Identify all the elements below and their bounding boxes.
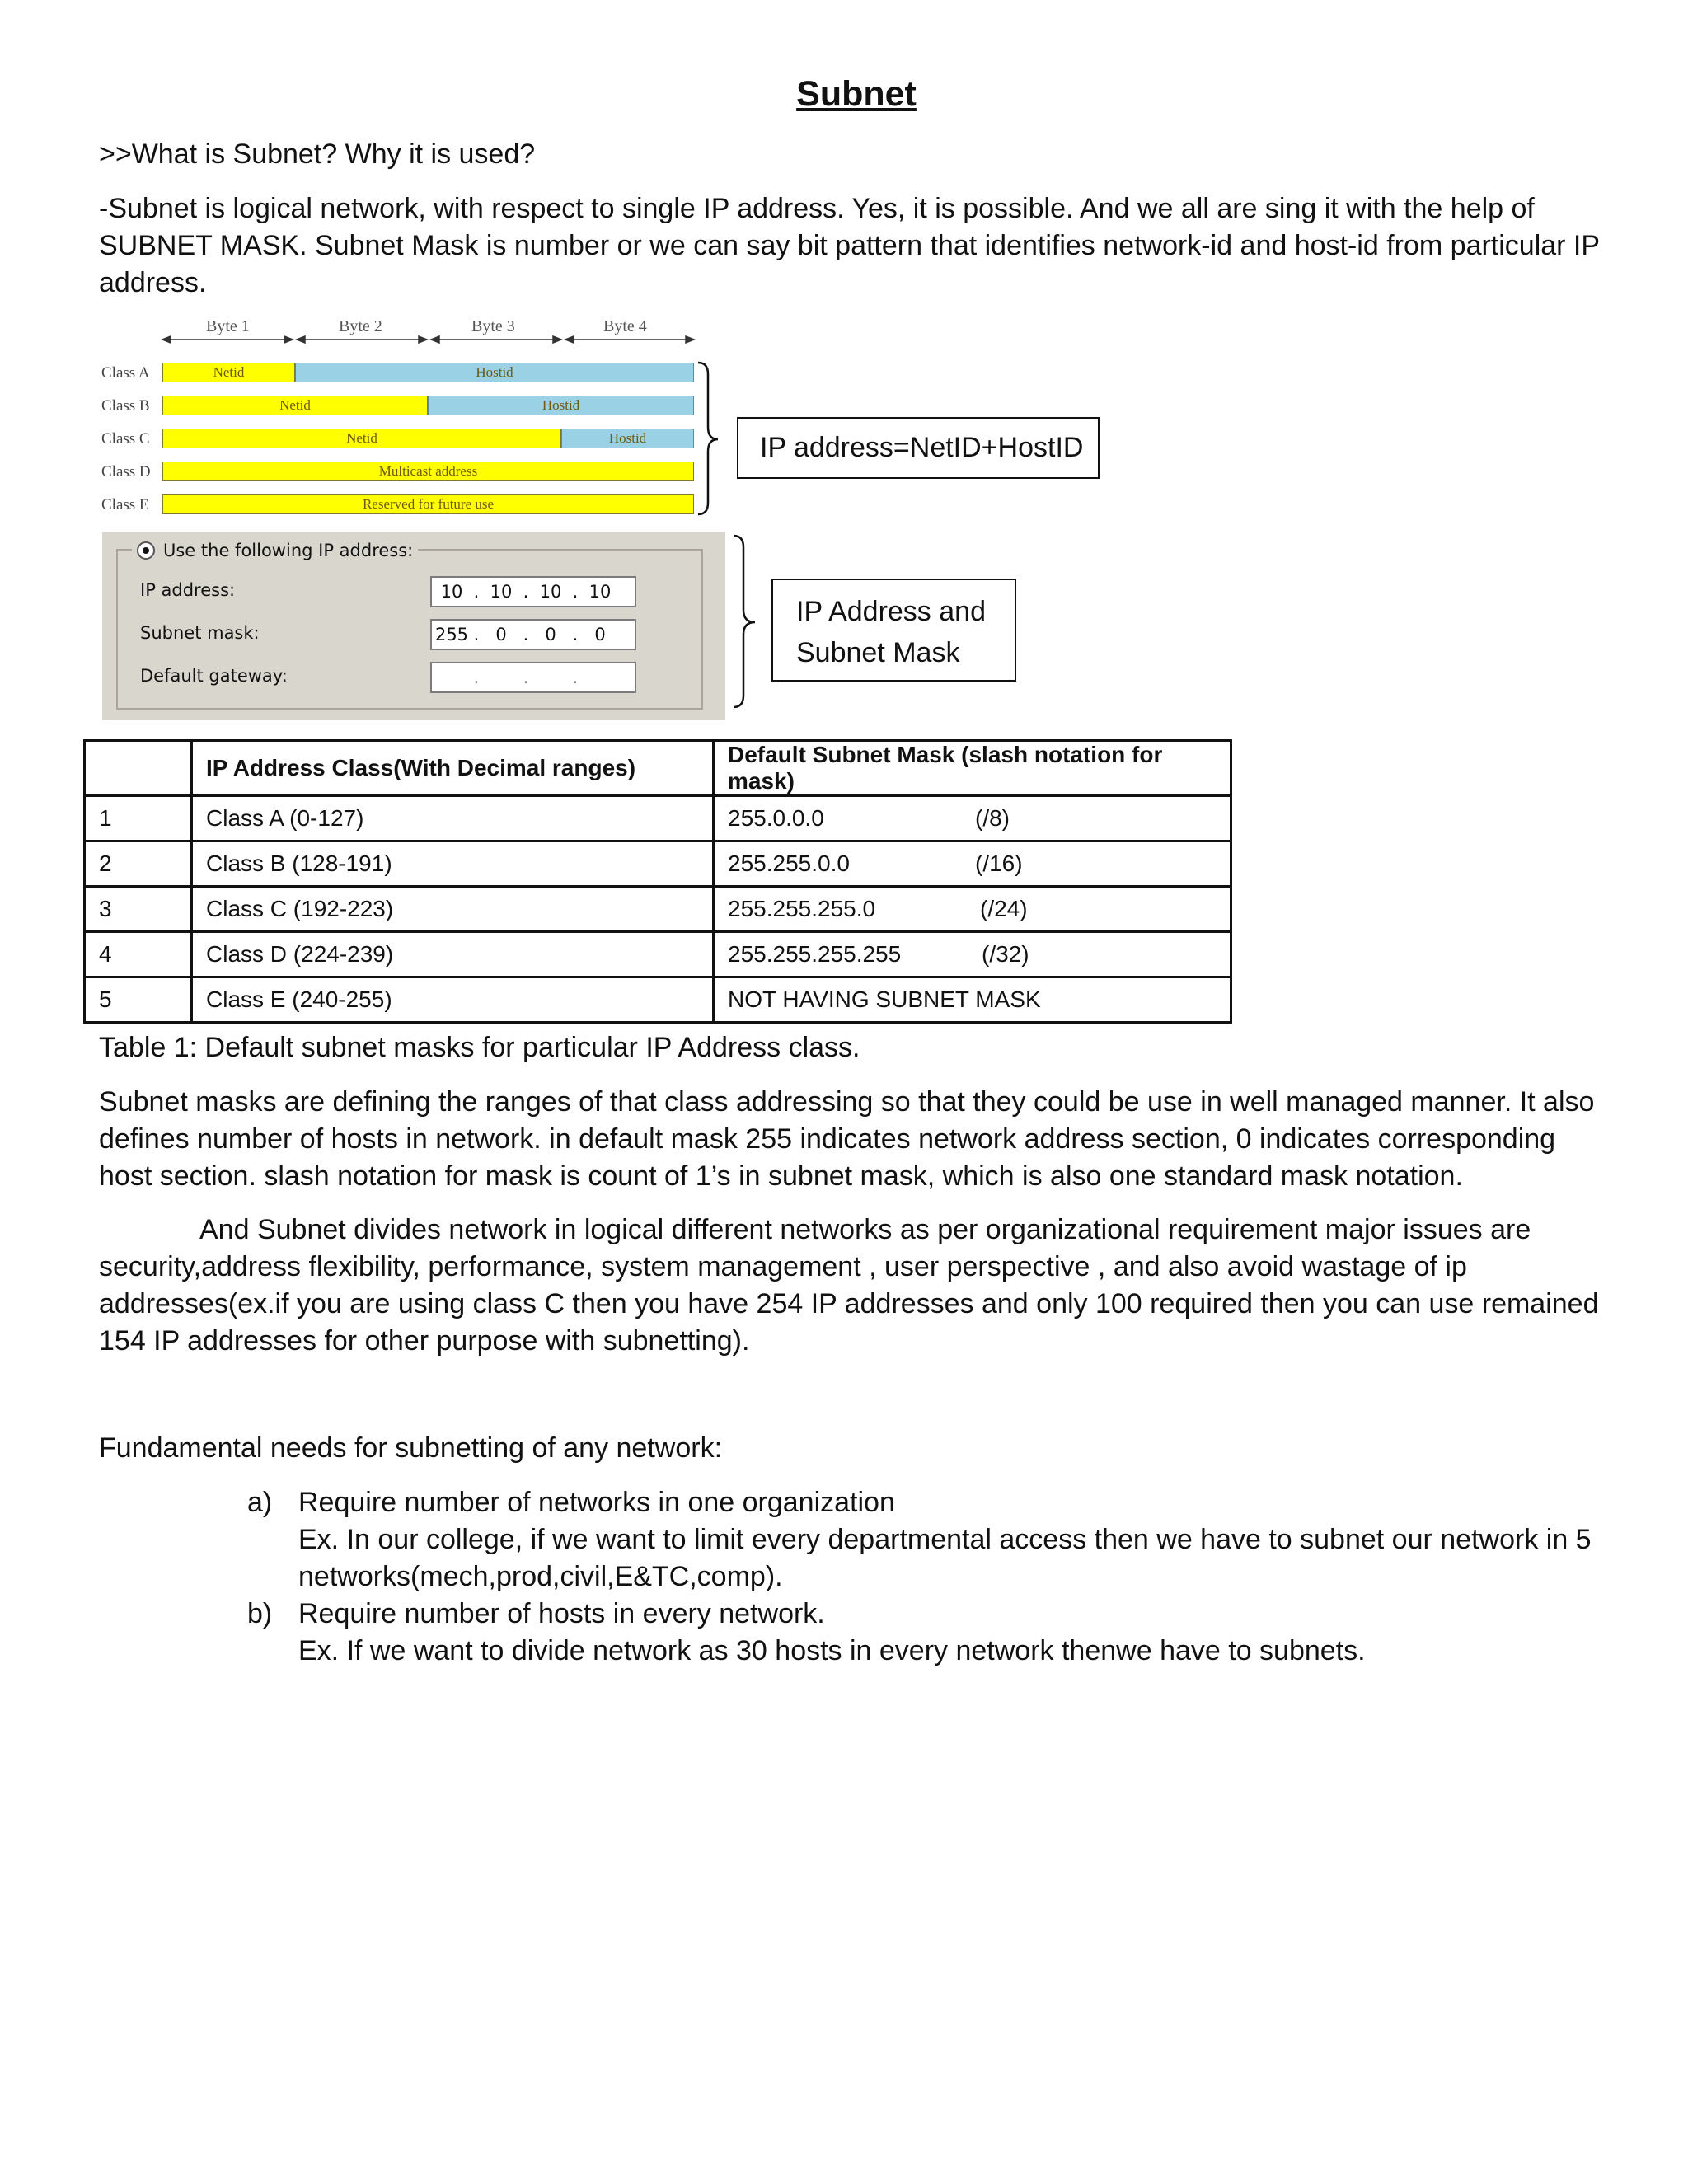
radio-label: Use the following IP address: (163, 541, 414, 560)
class-cell: Class A (0-127) (192, 796, 714, 841)
list-marker-b: b) (247, 1598, 273, 1629)
mask-value: 255.255.0.0 (728, 851, 850, 876)
class-a-netid: Netid (162, 363, 295, 382)
mask-octet-3: 0 (545, 625, 556, 644)
subnet-division-paragraph: And Subnet divides network in logical different networks as per organizational requirement major issues are security,address flexibility, performance, system management , user perspective , and also avoid wastage of ip addresses(ex.if you are using class C then you have 254 IP addresses and only 100 required then you can use remained 154 IP addresses for other purpose with subnetting). (99, 1214, 1599, 1357)
ip-dot: . (523, 582, 529, 602)
class-c-netid: Netid (162, 429, 561, 448)
ip-mask-callout (771, 579, 1016, 682)
byte2-label: Byte 2 (339, 317, 382, 335)
mask-value: 255.255.255.0 (728, 896, 876, 921)
ip-dot: . (572, 582, 579, 602)
subnet-mask-paragraph: Subnet masks are defining the ranges of that class addressing so that they could be use in well managed manner. It also defines number of hosts in network. in default mask 255 indicates network address section, 0 indicates corresponding host section. slash notation for mask is count of 1’s in subnet mask, which is also one standard mask notation. (99, 1086, 1595, 1192)
table-header-cell (85, 741, 192, 796)
gateway-dot: . (473, 668, 480, 687)
mask-value: 255.255.255.255 (728, 941, 902, 967)
class-cell: Class C (192-223) (192, 887, 714, 932)
row-number: 2 (85, 841, 192, 887)
default-gateway-label: Default gateway: (140, 666, 288, 686)
class-b-label: Class B (101, 397, 150, 415)
class-c-hostid: Hostid (561, 429, 694, 448)
row-number: 5 (85, 977, 192, 1023)
list-item-example: Ex. If we want to divide network as 30 hosts in every network thenwe have to subnets. (298, 1635, 1366, 1666)
table-header-cell: IP Address Class(With Decimal ranges) (192, 741, 714, 796)
table-row (85, 887, 1231, 932)
gateway-dot: . (572, 668, 579, 687)
table-row (85, 796, 1231, 841)
list-item-text: Require number of hosts in every network. (298, 1598, 825, 1629)
table-row (85, 977, 1231, 1023)
slash-value: (/8) (975, 805, 1010, 831)
mask-cell (714, 977, 1231, 1023)
subnet-mask-input[interactable] (430, 619, 636, 650)
mask-cell (714, 841, 1231, 887)
class-a-label: Class A (101, 364, 150, 382)
mask-octet-4: 0 (594, 625, 606, 644)
slash-value: (/16) (975, 851, 1023, 876)
class-d-label: Class D (101, 463, 151, 480)
intro-paragraph: -Subnet is logical network, with respect to single IP address. Yes, it is possible. And we all are sing it with the help of SUBNET MASK. Subnet Mask is number or we can say bit pattern that identifies network-id and host-id from particular IP address. (99, 193, 1600, 298)
table-row (85, 932, 1231, 977)
ip-octet-2: 10 (490, 582, 513, 602)
ip-octet-1: 10 (440, 582, 463, 602)
netid-hostid-callout (737, 417, 1100, 479)
callout-netid-text: IP address=NetID+HostID (760, 432, 1084, 463)
callout-mask-text: Subnet Mask (796, 637, 960, 668)
class-e-reserved: Reserved for future use (162, 494, 694, 514)
row-number: 4 (85, 932, 192, 977)
mask-dot: . (473, 625, 480, 644)
class-a-hostid: Hostid (295, 363, 694, 382)
subnet-mask-table (83, 739, 1232, 1024)
class-cell: Class D (224-239) (192, 932, 714, 977)
mask-octet-1: 255 (434, 625, 469, 644)
mask-cell (714, 796, 1231, 841)
brace-1 (696, 361, 729, 518)
row-number: 3 (85, 887, 192, 932)
ip-address-label: IP address: (140, 580, 236, 600)
list-marker-a: a) (247, 1487, 273, 1518)
page-title: Subnet (796, 74, 917, 114)
table-caption: Table 1: Default subnet masks for particular IP Address class. (99, 1032, 860, 1063)
ip-class-diagram (95, 313, 696, 519)
needs-heading: Fundamental needs for subnetting of any network: (99, 1432, 723, 1464)
table-row (85, 841, 1231, 887)
table-header-cell: Default Subnet Mask (slash notation for mask) (714, 741, 1231, 796)
question-heading: >>What is Subnet? Why it is used? (99, 138, 536, 170)
slash-value: (/32) (982, 941, 1029, 967)
ip-octet-3: 10 (539, 582, 562, 602)
list-item-text: Require number of networks in one organization (298, 1487, 895, 1518)
ip-address-input[interactable] (430, 576, 636, 607)
slash-value: (/24) (980, 896, 1028, 921)
list-item (298, 1484, 1617, 1596)
class-c-label: Class C (101, 430, 150, 448)
radio-option[interactable] (132, 541, 418, 560)
byte4-label: Byte 4 (603, 317, 647, 335)
class-cell: Class E (240-255) (192, 977, 714, 1023)
mask-octet-2: 0 (495, 625, 507, 644)
ip-settings-dialog (102, 532, 725, 720)
row-number: 1 (85, 796, 192, 841)
mask-dot: . (572, 625, 579, 644)
radio-button[interactable] (137, 541, 155, 560)
class-b-hostid: Hostid (428, 396, 694, 415)
class-d-multicast: Multicast address (162, 462, 694, 481)
radio-dot (143, 547, 149, 554)
mask-value: NOT HAVING SUBNET MASK (728, 987, 1041, 1012)
byte3-label: Byte 3 (471, 317, 515, 335)
brace-2 (732, 534, 765, 710)
byte1-label: Byte 1 (206, 317, 250, 335)
mask-cell (714, 932, 1231, 977)
subnet-mask-label: Subnet mask: (140, 623, 260, 643)
ip-dot: . (473, 582, 480, 602)
table-header-row (85, 741, 1231, 796)
class-b-netid: Netid (162, 396, 428, 415)
mask-value: 255.0.0.0 (728, 805, 824, 831)
class-cell: Class B (128-191) (192, 841, 714, 887)
list-item-example: Ex. In our college, if we want to limit every departmental access then we have to subnet our network in 5 networks(mech,prod,civil,E&TC,comp). (298, 1524, 1592, 1592)
list-item (298, 1596, 1617, 1670)
ip-octet-4: 10 (588, 582, 612, 602)
class-e-label: Class E (101, 496, 149, 513)
gateway-dot: . (523, 668, 529, 687)
mask-cell (714, 887, 1231, 932)
mask-dot: . (523, 625, 529, 644)
default-gateway-input[interactable] (430, 662, 636, 693)
callout-ip-text: IP Address and (796, 596, 986, 627)
